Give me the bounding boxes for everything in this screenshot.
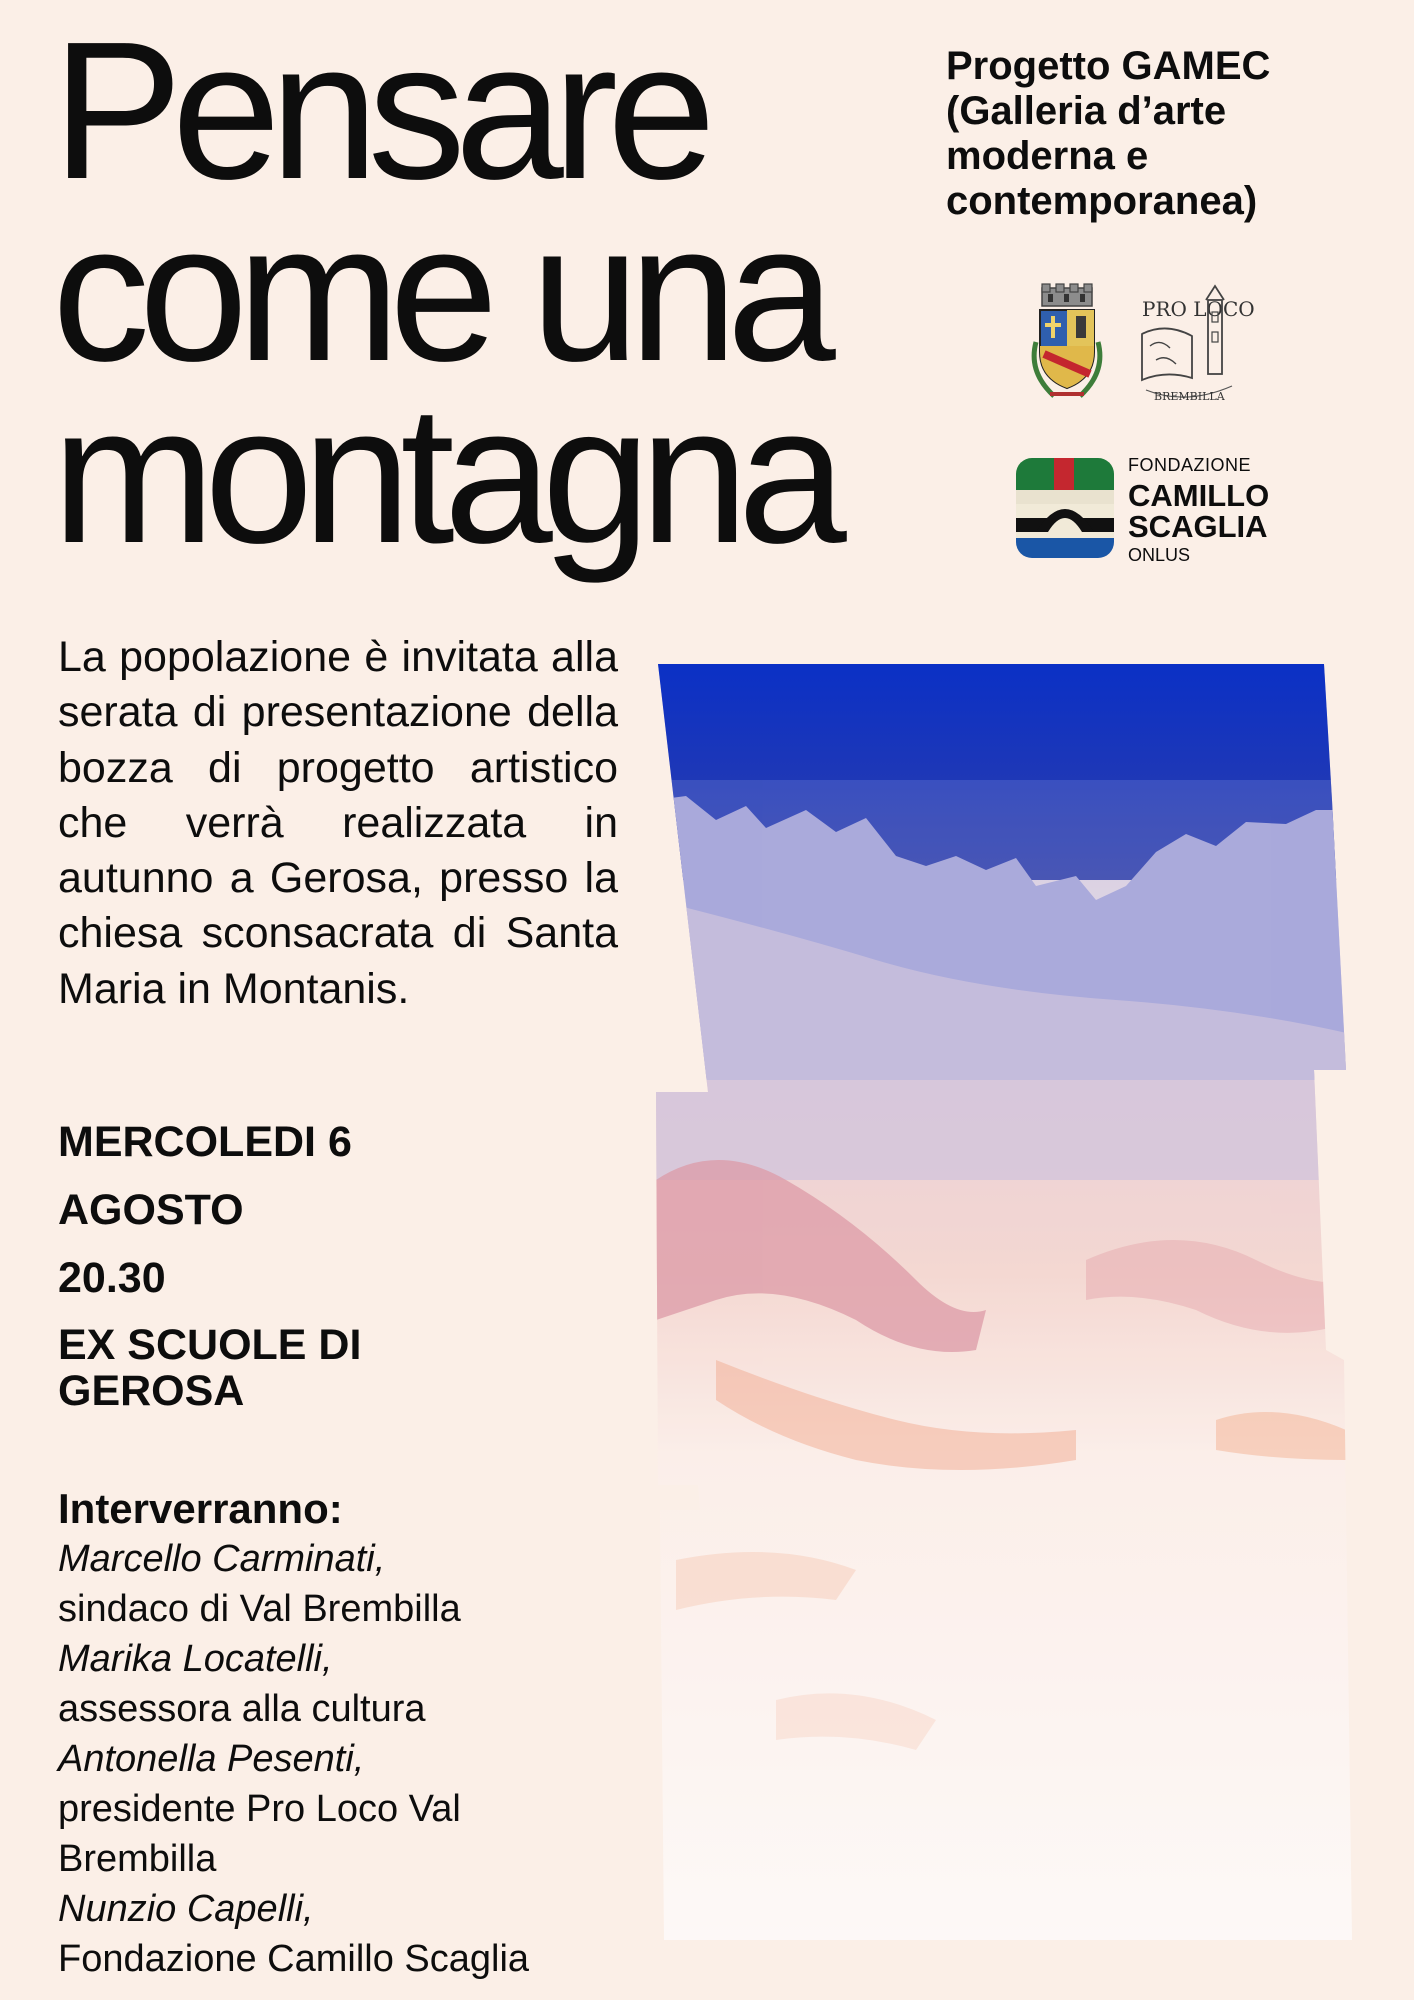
project-line-2: (Galleria d’arte — [946, 89, 1227, 133]
project-line-3: moderna e — [946, 134, 1149, 178]
event-place-line-1: EX SCUOLE DI — [58, 1321, 362, 1369]
invitation-text: La popolazione è invitata alla serata di presentazione della bozza di progetto artistico che verrà realizzata in autunno a Gerosa, presso la chiesa sconsacrata di Santa Maria in Montanis. — [58, 633, 618, 1013]
event-day: MERCOLEDI 6 — [58, 1118, 352, 1166]
event-title — [52, 1, 836, 584]
pro-loco-subtext: BREMBILLA — [1154, 390, 1225, 403]
title-line-3: montagna — [52, 365, 836, 584]
pro-loco-text: PRO LOCO — [1142, 297, 1255, 321]
title-line-1: Pensare — [52, 1, 706, 220]
event-place — [58, 1322, 361, 1414]
speaker-name: Marcello Carminati, — [58, 1538, 386, 1580]
speaker-name: Antonella Pesenti, — [58, 1738, 365, 1780]
event-time: 20.30 — [58, 1254, 166, 1302]
event-month: AGOSTO — [58, 1186, 244, 1234]
fondazione-logo-icon — [1016, 458, 1114, 558]
project-label — [946, 44, 1366, 224]
title-line-2: come una — [52, 183, 825, 402]
project-line-1: Progetto GAMEC — [946, 44, 1271, 88]
pro-loco-logo-icon — [1136, 286, 1255, 404]
fondazione-line-2: CAMILLO — [1128, 478, 1270, 513]
fondazione-line-3: SCAGLIA — [1128, 509, 1268, 544]
project-line-4: contemporanea) — [946, 179, 1258, 223]
event-place-line-2: GEROSA — [58, 1367, 245, 1415]
speaker-role: Fondazione Camillo Scaglia — [58, 1938, 530, 1980]
fondazione-line-1: FONDAZIONE — [1128, 455, 1252, 475]
fondazione-name — [1128, 456, 1269, 564]
coat-of-arms-icon — [1024, 282, 1110, 406]
fondazione-line-4: ONLUS — [1128, 545, 1191, 565]
mountain-artwork-image — [656, 660, 1376, 1940]
speaker-role: sindaco di Val Brembilla — [58, 1588, 461, 1630]
speaker-role: presidente Pro Loco Val Brembilla — [58, 1788, 461, 1880]
speakers-section — [58, 1484, 598, 1984]
speaker-name: Nunzio Capelli, — [58, 1888, 314, 1930]
speaker-name: Marika Locatelli, — [58, 1638, 333, 1680]
speakers-heading: Interverranno: — [58, 1485, 343, 1532]
speaker-role: assessora alla cultura — [58, 1688, 426, 1730]
